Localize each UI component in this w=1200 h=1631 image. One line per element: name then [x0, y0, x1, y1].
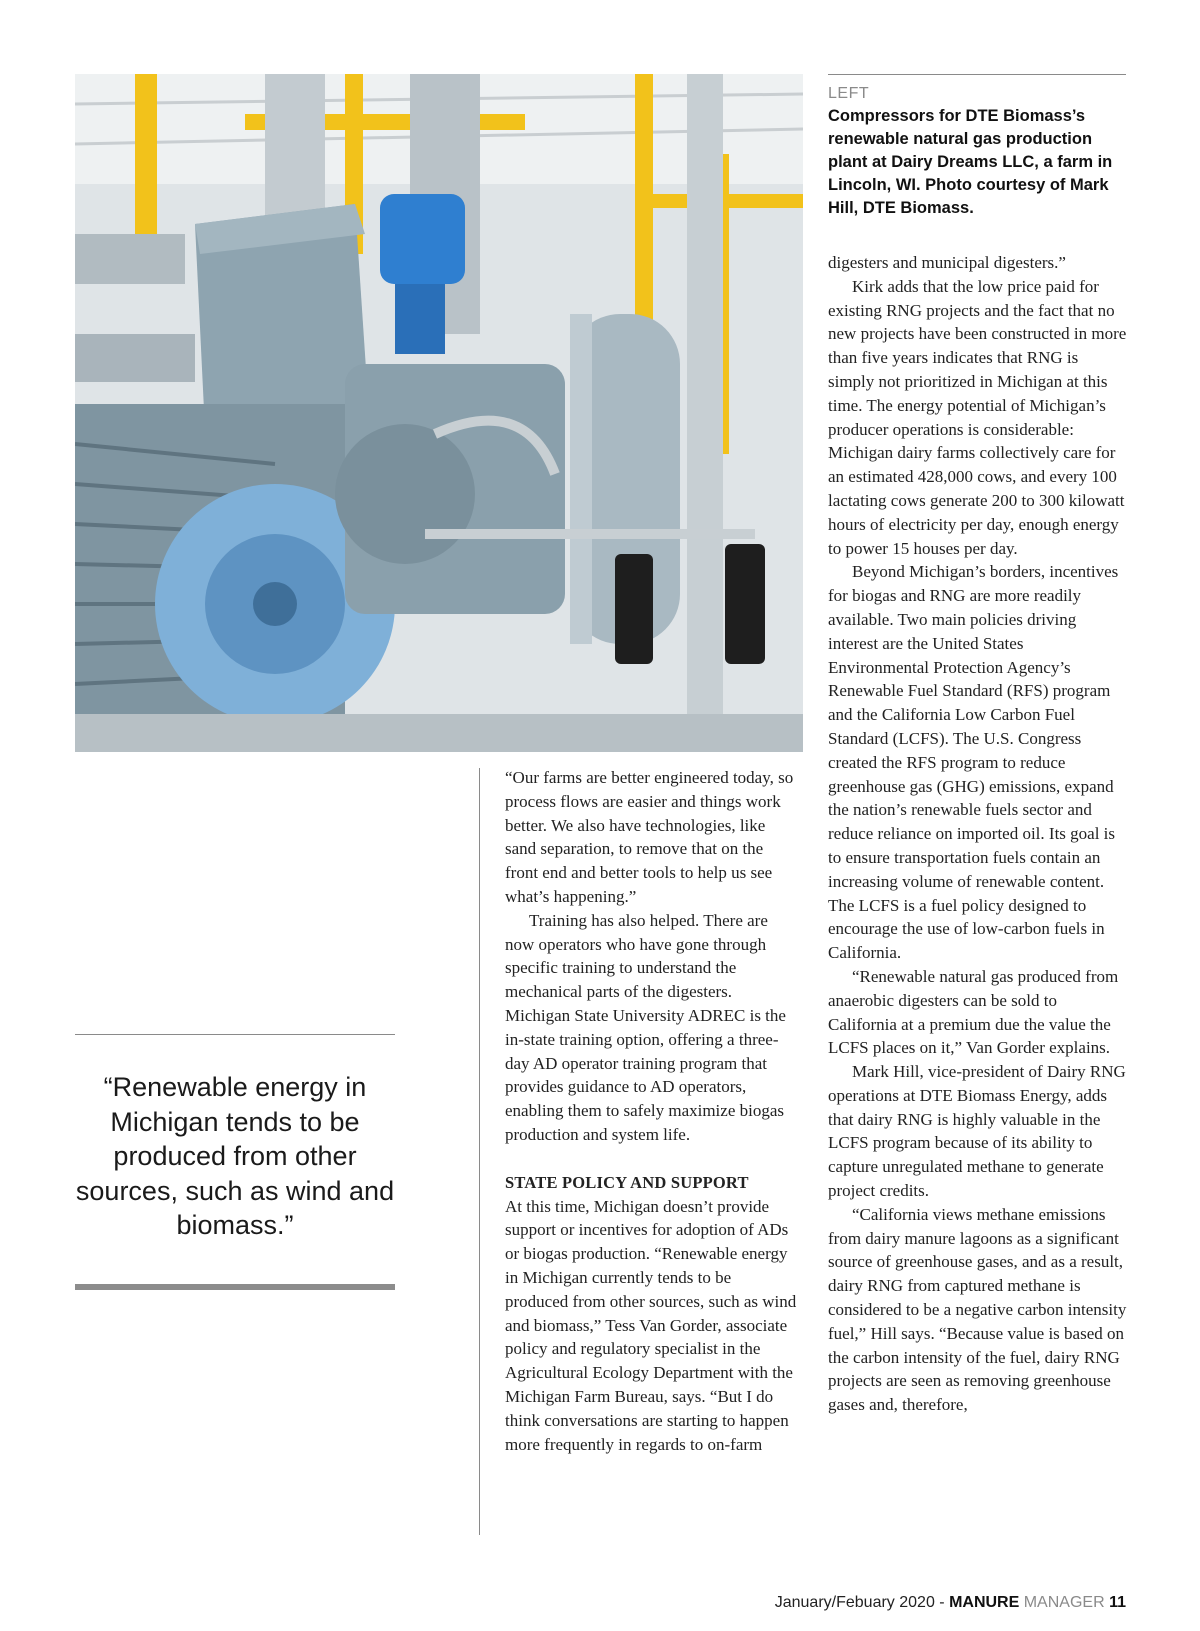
compressor-photo: [75, 74, 803, 752]
pull-quote-bottom-rule: [75, 1284, 395, 1290]
page-number: 11: [1109, 1594, 1126, 1611]
right-column: [828, 251, 1128, 1417]
pull-quote-top-rule: [75, 1034, 395, 1035]
paragraph: digesters and municipal digesters.”: [828, 253, 1066, 272]
paragraph: At this time, Michigan doesn’t provide support or incentives for adoption of ADs or biogas production. “Renewable energy in Michigan currently tends to be produced from other sources, such as wind and biomass,” Tess Van Gorder, associate policy and regulatory specialist in the Agricultural Ecology Department with the Michigan Farm Bureau, says. “But I do think conversations are starting to happen more frequently in regards to on-farm: [505, 1196, 797, 1454]
paragraph: Training has also helped. There are now operators who have gone through specific training to understand the mechanical parts of the digesters. Michigan State University ADREC is the in-state training option, offering a three-day AD operator training program that provides guidance to AD operators, enabling them to safely maximize biogas production and system life.: [505, 910, 786, 1144]
caption-kicker: LEFT: [828, 85, 870, 102]
paragraph: Mark Hill, vice-president of Dairy RNG operations at DTE Biomass Energy, adds that dairy RNG is highly valuable in the LCFS program because of its ability to capture unregulated methane to generate project credits.: [828, 1062, 1126, 1201]
pull-quote: “Renewable energy in Michigan tends to be produced from other sources, such as wind and biomass.”: [75, 1072, 395, 1240]
magazine-name-light: MANAGER: [1019, 1594, 1105, 1611]
paragraph: Kirk adds that the low price paid for existing RNG projects and the fact that no new projects have been constructed in more than five years indicates that RNG is simply not prioritized in Michigan at this time. The energy potential of Michigan’s producer operations is considerable: Michigan dairy farms collectively care for an estimated 428,000 cows, and every 100 lactating cows generate 200 to 300 kilowatt hours of electricity per day, enough energy to power 15 houses per day.: [828, 276, 1127, 558]
column-divider: [479, 768, 480, 1535]
middle-column: [505, 766, 797, 1456]
paragraph: “Renewable natural gas produced from anaerobic digesters can be sold to California at a premium due the value the LCFS places on it,” Van Gorder explains.: [828, 966, 1119, 1058]
paragraph: “Our farms are better engineered today, so process flows are easier and things work better. We also have technologies, like sand separation, to remove that on the front end and better tools to help us see what’s happening.”: [505, 768, 794, 906]
footer-date: January/Febuary 2020 -: [774, 1594, 950, 1611]
paragraph: Beyond Michigan’s borders, incentives for biogas and RNG are more readily available. Two main policies driving interest are the United States Environmental Protection Agency’s Renewable Fuel Standard (RFS) program and the California Low Carbon Fuel Standard (LCFS). The U.S. Congress created the RFS program to reduce greenhouse gas (GHG) emissions, expand the nation’s renewable fuels sector and reduce reliance on imported oil. Its goal is to ensure transportation fuels contain an increasing volume of renewable content. The LCFS is a fuel policy designed to encourage the use of low-carbon fuels in California.: [828, 562, 1119, 963]
caption-text: Compressors for DTE Biomass’s renewable natural gas production plant at Dairy Dreams LLC, a farm in Lincoln, WI. Photo courtesy of Mark Hill, DTE Biomass.: [828, 107, 1113, 217]
photo-caption: [828, 74, 1126, 220]
section-heading: STATE POLICY AND SUPPORT: [505, 1172, 749, 1192]
page-footer: [775, 1594, 1126, 1612]
magazine-name-bold: MANURE: [949, 1594, 1020, 1611]
paragraph: “California views methane emissions from dairy manure lagoons as a significant source of greenhouse gases, and as a result, dairy RNG from captured methane is considered to be a negative carbon intensity fuel,” Hill says. “Because value is based on the carbon intensity of the fuel, dairy RNG projects are seen as removing greenhouse gases and, therefore,: [828, 1204, 1127, 1415]
